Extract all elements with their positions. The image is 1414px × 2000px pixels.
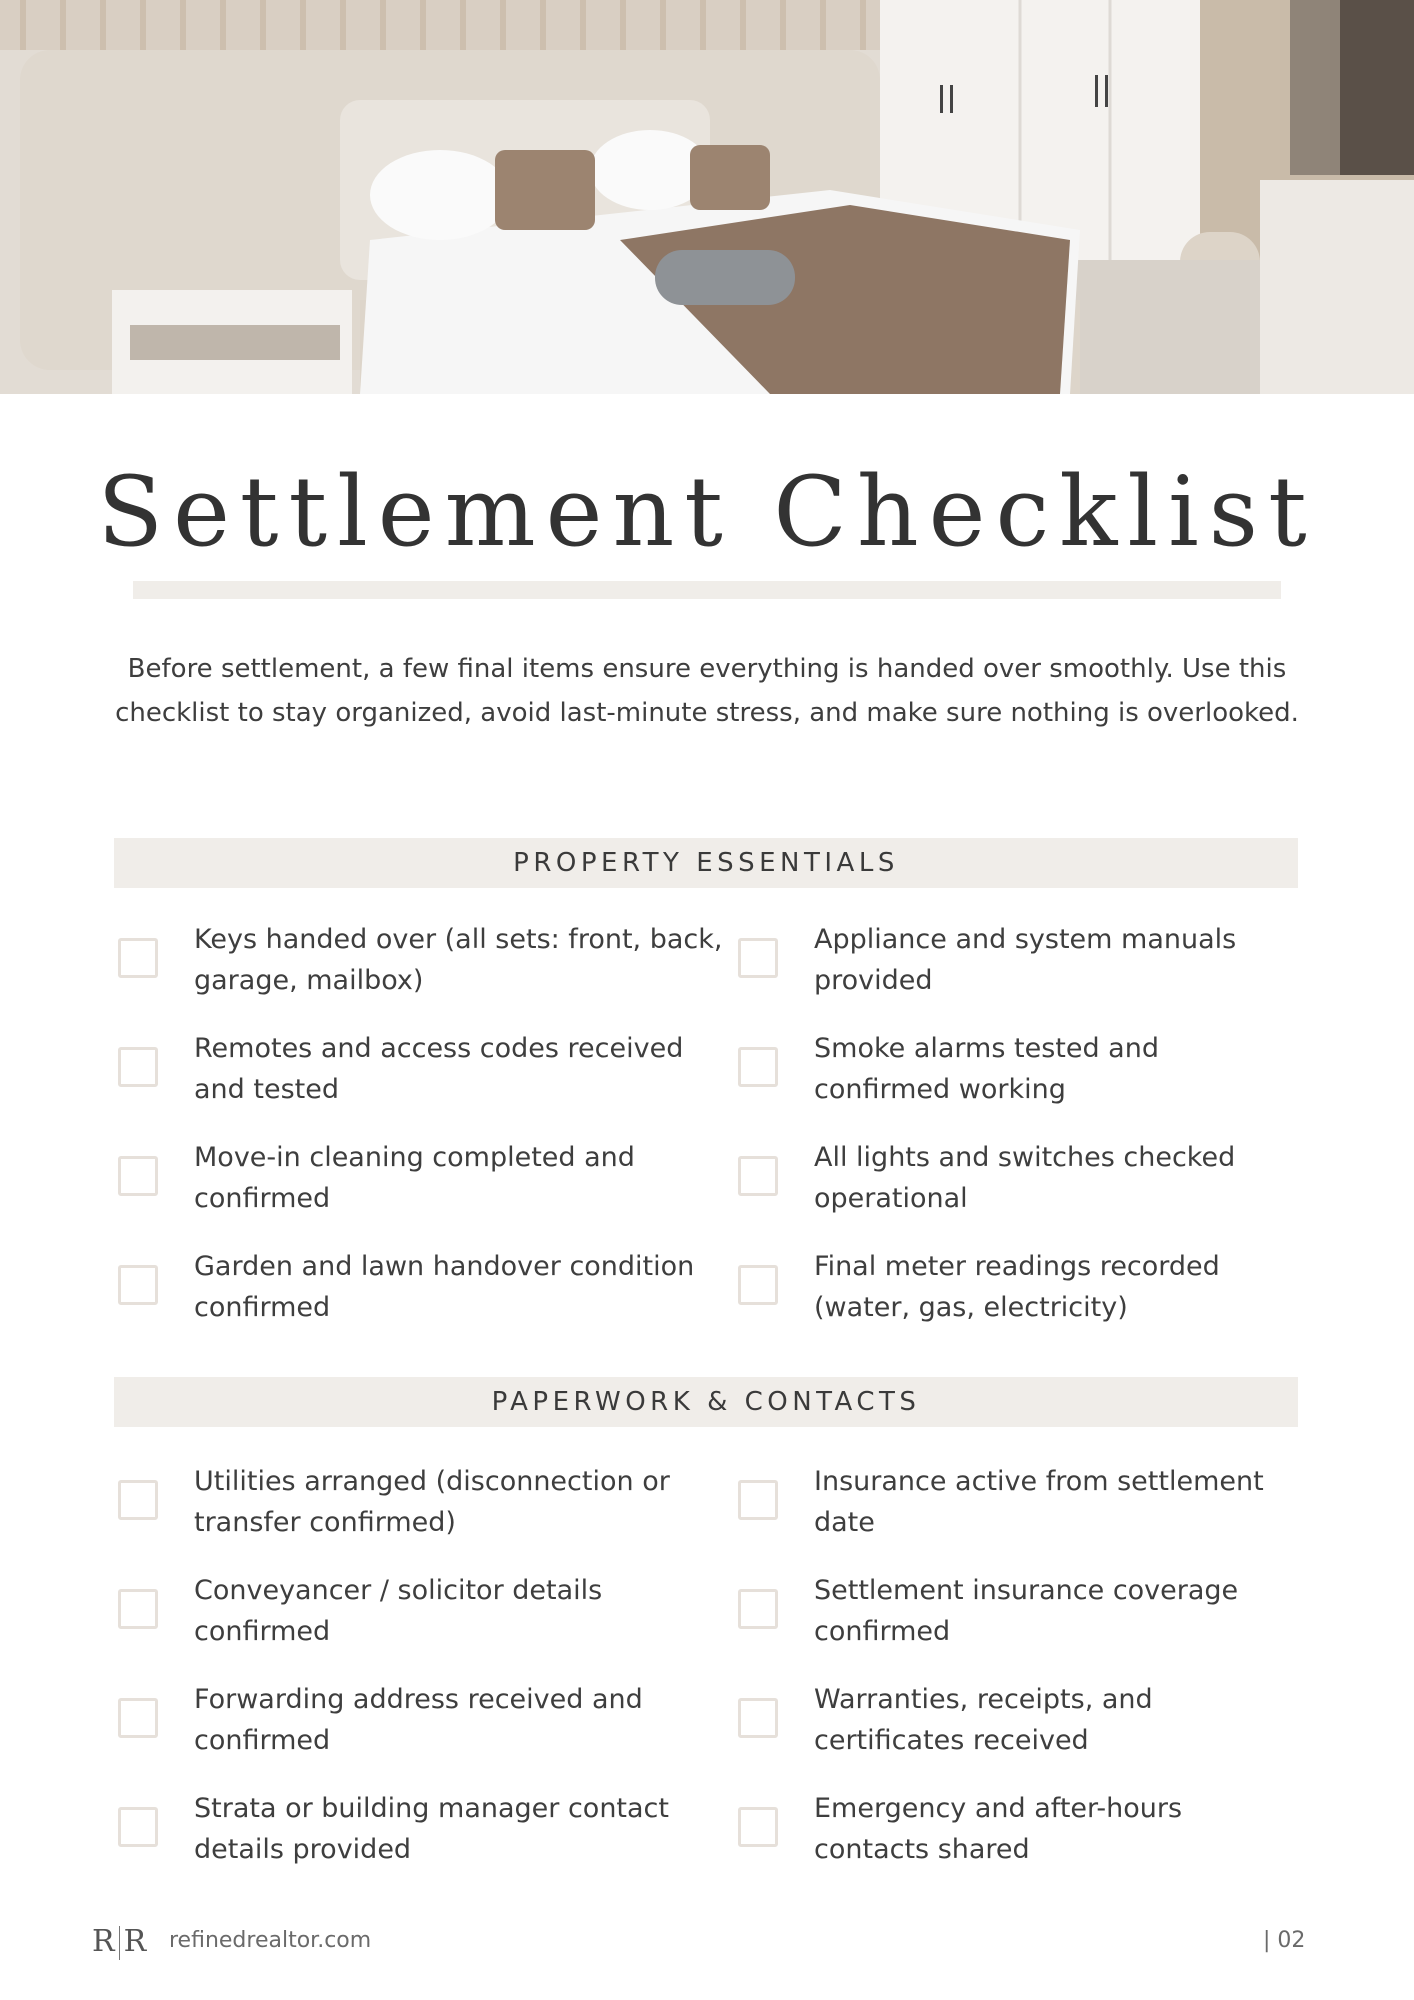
- logo-letter-right: R: [123, 1924, 147, 1959]
- checkbox[interactable]: [118, 938, 158, 978]
- checkbox[interactable]: [118, 1265, 158, 1305]
- checklist-item-label: Settlement insurance coverage confirmed: [814, 1575, 1239, 1647]
- checklist-item: [738, 1028, 1298, 1137]
- checklist-item: [118, 1461, 738, 1570]
- checkbox[interactable]: [738, 1698, 778, 1738]
- checkbox[interactable]: [118, 1156, 158, 1196]
- checklist-item-label: Forwarding address received and confirmed: [194, 1684, 643, 1756]
- checkbox[interactable]: [738, 1589, 778, 1629]
- checklist-item: [118, 1246, 738, 1355]
- logo-letter-left: R: [92, 1924, 115, 1959]
- checkbox[interactable]: [738, 1265, 778, 1305]
- checkbox[interactable]: [738, 938, 778, 978]
- intro-paragraph: Before settlement, a few final items ensure everything is handed over smoothly. Use this checklist to stay organized, avoid last-minute stress, and make sure nothing is overlooked.: [115, 654, 1299, 728]
- checklist-item-label: All lights and switches checked operational: [814, 1142, 1236, 1214]
- checklist-item-label: Move-in cleaning completed and confirmed: [194, 1142, 635, 1214]
- checkbox[interactable]: [118, 1698, 158, 1738]
- checklist-item-label: Warranties, receipts, and certificates received: [814, 1684, 1153, 1756]
- checkbox[interactable]: [738, 1156, 778, 1196]
- checklist-item-label: Garden and lawn handover condition confirmed: [194, 1251, 695, 1323]
- page-number: | 02: [1263, 1928, 1306, 1953]
- checkbox[interactable]: [738, 1807, 778, 1847]
- checklist-item-label: Emergency and after-hours contacts shared: [814, 1793, 1183, 1865]
- checklist-item: [118, 1679, 738, 1788]
- checklist-item: [738, 1679, 1298, 1788]
- checklist-item: [738, 1788, 1298, 1897]
- checklist-item-label: Keys handed over (all sets: front, back, garage, mailbox): [194, 924, 723, 996]
- checklist-item: [118, 1028, 738, 1137]
- logo-divider: [119, 1926, 120, 1960]
- checklist-item: [118, 919, 738, 1028]
- checklist-item: [118, 1788, 738, 1897]
- checklist-paperwork-contacts: [118, 1461, 1298, 1897]
- checklist-item: [738, 1461, 1298, 1570]
- brand-logo: [92, 1924, 146, 1960]
- checklist-item: [118, 1570, 738, 1679]
- checkbox[interactable]: [118, 1589, 158, 1629]
- checklist-item-label: Conveyancer / solicitor details confirmed: [194, 1575, 603, 1647]
- checkbox[interactable]: [118, 1047, 158, 1087]
- checklist-item: [738, 1570, 1298, 1679]
- title-underline: [133, 581, 1281, 599]
- section-heading-paperwork-contacts: PAPERWORK & CONTACTS: [114, 1377, 1298, 1427]
- checklist-item-label: Final meter readings recorded (water, gas, electricity): [814, 1251, 1220, 1323]
- footer-website: refinedrealtor.com: [169, 1928, 372, 1953]
- checklist-item-label: Utilities arranged (disconnection or transfer confirmed): [194, 1466, 670, 1538]
- checklist-item-label: Insurance active from settlement date: [814, 1466, 1264, 1538]
- checkbox[interactable]: [738, 1480, 778, 1520]
- section-heading-property-essentials: PROPERTY ESSENTIALS: [114, 838, 1298, 888]
- checklist-item-label: Appliance and system manuals provided: [814, 924, 1237, 996]
- checklist-item: [738, 1137, 1298, 1246]
- checklist-property-essentials: [118, 919, 1298, 1355]
- checklist-item-label: Strata or building manager contact details provided: [194, 1793, 669, 1865]
- checklist-item: [738, 1246, 1298, 1355]
- hero-bedroom-photo: [0, 0, 1414, 394]
- checklist-item: [738, 919, 1298, 1028]
- checkbox[interactable]: [738, 1047, 778, 1087]
- checkbox[interactable]: [118, 1807, 158, 1847]
- checklist-item-label: Remotes and access codes received and tested: [194, 1033, 684, 1105]
- checklist-item: [118, 1137, 738, 1246]
- checklist-item-label: Smoke alarms tested and confirmed working: [814, 1033, 1159, 1105]
- page-title: Settlement Checklist: [97, 456, 1317, 568]
- checkbox[interactable]: [118, 1480, 158, 1520]
